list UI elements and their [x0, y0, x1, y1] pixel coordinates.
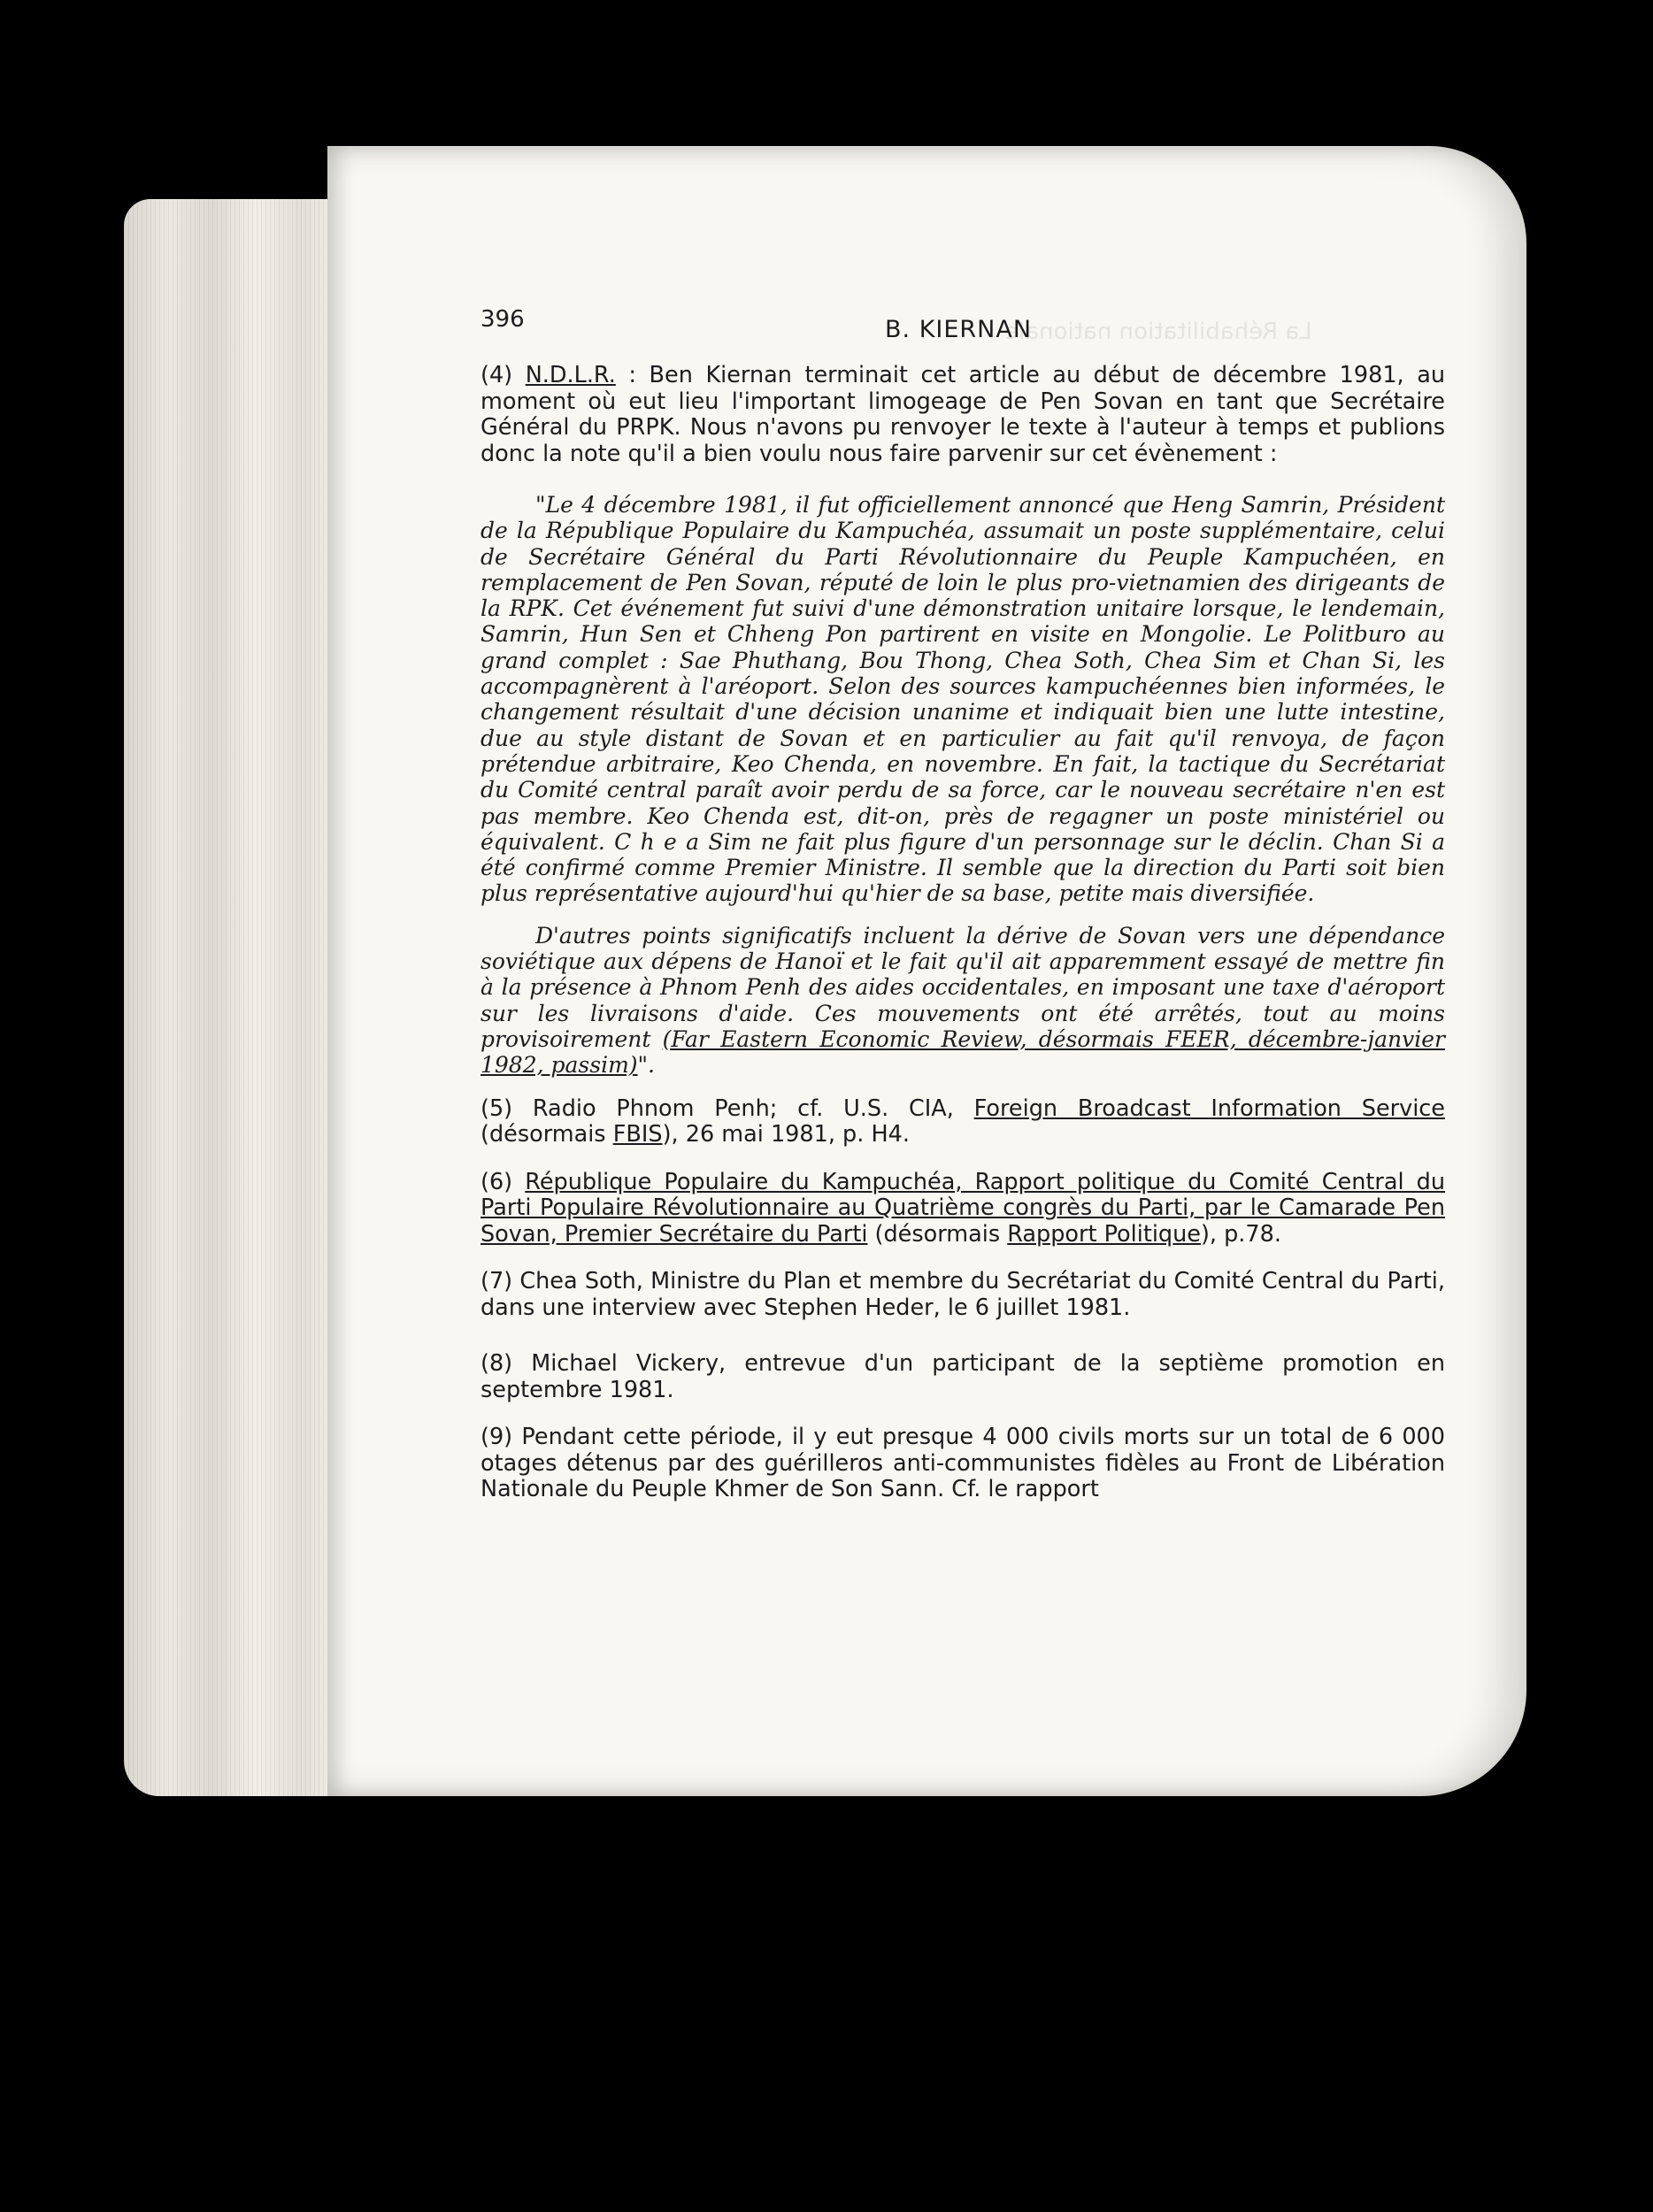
note-number: (8): [481, 1350, 513, 1378]
quote-paragraph-2: [481, 923, 1445, 1079]
note-abbr: FBIS: [612, 1121, 663, 1148]
note-number: (5): [481, 1094, 513, 1122]
footnote-7: [481, 1269, 1445, 1321]
note-number: (7): [481, 1268, 513, 1295]
quote-text: D'autres points significatifs incluent la dérive de Sovan vers une dépendance soviétique aux dépens de Hanoï et le fait qu'il ait apparemment essayé de mettre fin à la présence à Phnom Penh des aides occidentales, en imposant une taxe d'aéroport sur les livraisons d'aide. Ces mouvements ont été arrêtés, tout au moins provisoirement: [481, 922, 1445, 1052]
footnote-6: [481, 1170, 1445, 1248]
page-header: [481, 301, 1445, 363]
note-text: ), p.78.: [1200, 1220, 1281, 1248]
note-text: Radio Phnom Penh; cf. U.S. CIA,: [512, 1094, 974, 1122]
note-text: Michael Vickery, entrevue d'un participant de la septième promotion en septembre 1981.: [481, 1350, 1445, 1403]
note-text: (désormais: [867, 1220, 1008, 1248]
footnote-4: [481, 363, 1445, 467]
quote-reference: (Far Eastern Economic Review, désormais FEER, décembre-janvier 1982, passim): [481, 1025, 1445, 1079]
footnote-8: [481, 1351, 1445, 1403]
note-text: (désormais: [481, 1121, 613, 1148]
note-title: Foreign Broadcast Information Service: [973, 1094, 1445, 1122]
bleed-through-text: La Réhabilitation nationale: [1004, 319, 1312, 345]
note-text: : Ben Kiernan terminait cet article au début de décembre 1981, au moment où eut lieu l'important limogeage de Pen Sovan en tant que Secrétaire Général du PRPK. Nous n'avons pu renvoyer le texte à l'auteur à temps et publions donc la note qu'il a bien voulu nous faire parvenir sur cet évènement :: [481, 362, 1445, 467]
page-content: [481, 301, 1445, 1521]
note-text: Pendant cette période, il y eut presque 4 000 civils morts sur un total de 6 000 otages détenus par des guérilleros anti-communistes fidèles au Front de Libération Nationale du Peuple Khmer de Son Sann. Cf. le rapport: [481, 1424, 1445, 1503]
running-head: B. KIERNAN: [885, 316, 1033, 343]
page-number: 396: [481, 306, 525, 333]
note-number: (4): [481, 362, 513, 388]
note-title: République Populaire du Kampuchéa, Rapport politique du Comité Central du Parti Populaire Révolutionnaire au Quatrième congrès du Parti, par le Camarade Pen Sovan, Premier Secrétaire du Parti: [481, 1168, 1446, 1248]
footnote-9: [481, 1425, 1445, 1503]
note-text: ), 26 mai 1981, p. H4.: [662, 1121, 910, 1148]
note-abbr: Rapport Politique: [1007, 1220, 1201, 1248]
note-number: (6): [481, 1168, 513, 1195]
page-stack-edge: [124, 199, 345, 1796]
footnote-5: [481, 1096, 1445, 1148]
note-number: (9): [481, 1424, 513, 1451]
note-text: Chea Soth, Ministre du Plan et membre du Secrétariat du Comité Central du Parti, dans une interview avec Stephen Heder, le 6 juillet 1981.: [481, 1268, 1445, 1321]
page-edges: [124, 199, 345, 1796]
quote-end: ".: [637, 1052, 655, 1079]
note-lead: N.D.L.R.: [525, 362, 616, 388]
quote-paragraph-1: "Le 4 décembre 1981, il fut officiellement annoncé que Heng Samrin, Président de la République Populaire du Kampuchéa, assumait un poste supplémentaire, celui de Secrétaire Général du Parti Révolutionnaire du Peuple Kampuchéen, en remplacement de Pen Sovan, réputé de loin le plus pro-vietnamien des dirigeants de la RPK. Cet événement fut suivi d'une démonstration unitaire lorsque, le lendemain, Samrin, Hun Sen et Chheng Pon partirent en visite en Mongolie. Le Politburo au grand complet : Sae Phuthang, Bou Thong, Chea Soth, Chea Sim et Chan Si, les accompagnèrent à l'aréoport. Selon des sources kampuchéennes bien informées, le changement résultait d'une décision unanime et indiquait bien une lutte intestine, due au style distant de Sovan et en particulier au fait qu'il renvoya, de façon prétendue arbitraire, Keo Chenda, en novembre. En fait, la tactique du Secrétariat du Comité central paraît avoir perdu de sa force, car le nouveau secrétaire n'en est pas membre. Keo Chenda est, dit-on, près de regagner un poste ministériel ou équivalent. C h e a Sim ne fait plus figure d'un personnage sur le déclin. Chan Si a été confirmé comme Premier Ministre. Il semble que la direction du Parti soit bien plus représentative aujourd'hui qu'hier de sa base, petite mais diversifiée.: [481, 492, 1445, 907]
